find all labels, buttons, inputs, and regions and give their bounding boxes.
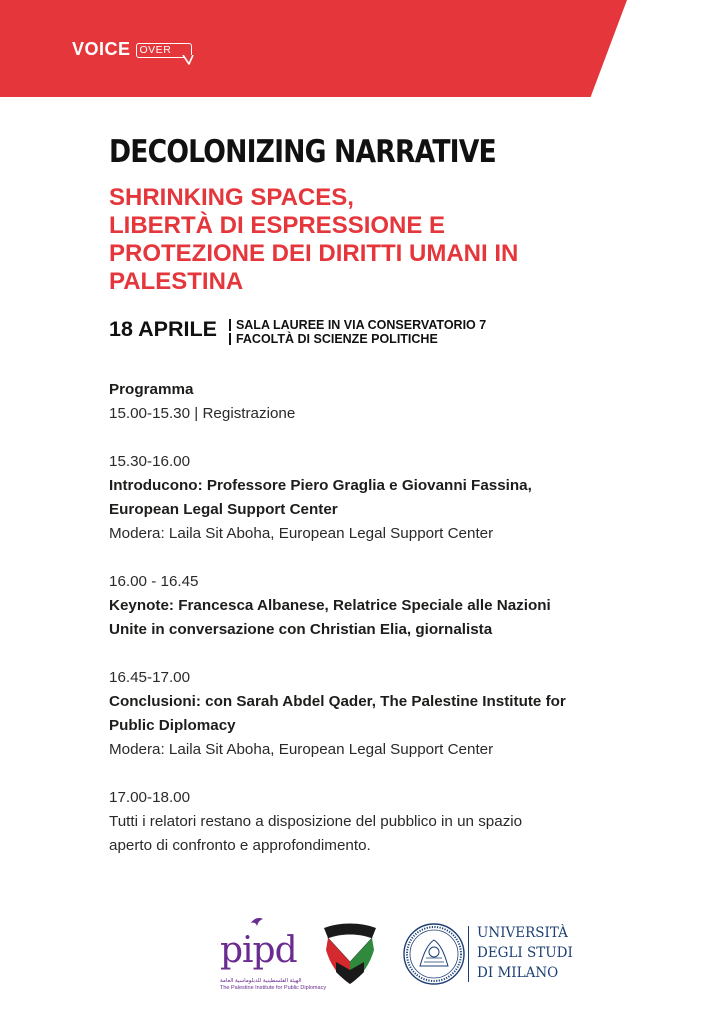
unimi-line: DI MILANO (477, 965, 559, 981)
program-speakers: Public Diplomacy (109, 717, 236, 734)
program-speakers: Keynote: Francesca Albanese, Relatrice Speciale alle Nazioni (109, 597, 551, 614)
voiceover-logo (72, 36, 192, 62)
unimi-wordmark (477, 923, 573, 983)
shield-logo-icon (322, 922, 378, 988)
program-description: aperto di confronto e approfondimento. (109, 837, 371, 854)
partner-logos (0, 908, 723, 1008)
unimi-line: DEGLI STUDI (477, 945, 573, 961)
subtitle-line: LIBERTÀ DI ESPRESSIONE E (109, 212, 446, 239)
pipd-arabic-name: الهيئة الفلسطينية للدبلوماسية العامة (220, 978, 302, 984)
date-venue-block (109, 318, 486, 346)
program-description: Tutti i relatori restano a disposizione del pubblico in un spazio (109, 813, 523, 830)
program-moderator: Modera: Laila Sit Aboha, European Legal Support Center (109, 525, 494, 542)
subtitle (109, 184, 669, 296)
speech-bubble-tail-icon (182, 55, 196, 65)
university-seal-icon (402, 922, 466, 986)
program-time: 15.30-16.00 (109, 453, 191, 470)
event-date: 18 APRILE (109, 317, 217, 341)
logo-speech-bubble (136, 40, 193, 58)
program (109, 378, 629, 858)
logo-over-text: OVER (136, 43, 193, 58)
program-moderator: Modera: Laila Sit Aboha, European Legal Support Center (109, 741, 494, 758)
divider (229, 333, 231, 345)
subtitle-line: PROTEZIONE DEI DIRITTI UMANI IN (109, 240, 519, 267)
program-registration: 15.00-15.30 | Registrazione (109, 405, 296, 422)
bird-icon (250, 916, 264, 928)
venue-line (229, 318, 486, 332)
venue-faculty: FACOLTÀ DI SCIENZE POLITICHE (235, 332, 438, 346)
venue-line (229, 332, 486, 346)
program-heading: Programma (109, 381, 194, 398)
page-title: DECOLONIZING NARRATIVE (109, 134, 496, 170)
divider (468, 926, 469, 982)
pipd-subtext (220, 978, 326, 992)
subtitle-line: PALESTINA (109, 268, 244, 295)
logo-voice-text: VOICE (72, 38, 131, 59)
subtitle-line: SHRINKING SPACES, (109, 184, 354, 211)
venue (229, 318, 486, 346)
program-speakers: European Legal Support Center (109, 501, 338, 518)
program-speakers: Unite in conversazione con Christian Elia, giornalista (109, 621, 493, 638)
divider (229, 319, 231, 331)
pipd-wordmark: pipd (220, 930, 297, 971)
pipd-logo (220, 916, 327, 996)
unimi-line: UNIVERSITÀ (477, 925, 568, 941)
program-time: 16.00 - 16.45 (109, 573, 199, 590)
program-speakers: Conclusioni: con Sarah Abdel Qader, The Palestine Institute for (109, 693, 566, 710)
venue-address: SALA LAUREE IN VIA CONSERVATORIO 7 (235, 318, 487, 332)
pipd-english-name: The Palestine Institute for Public Diplomacy (220, 985, 327, 991)
program-time: 16.45-17.00 (109, 669, 191, 686)
program-speakers: Introducono: Professore Piero Graglia e Giovanni Fassina, (109, 477, 532, 494)
program-time: 17.00-18.00 (109, 789, 191, 806)
